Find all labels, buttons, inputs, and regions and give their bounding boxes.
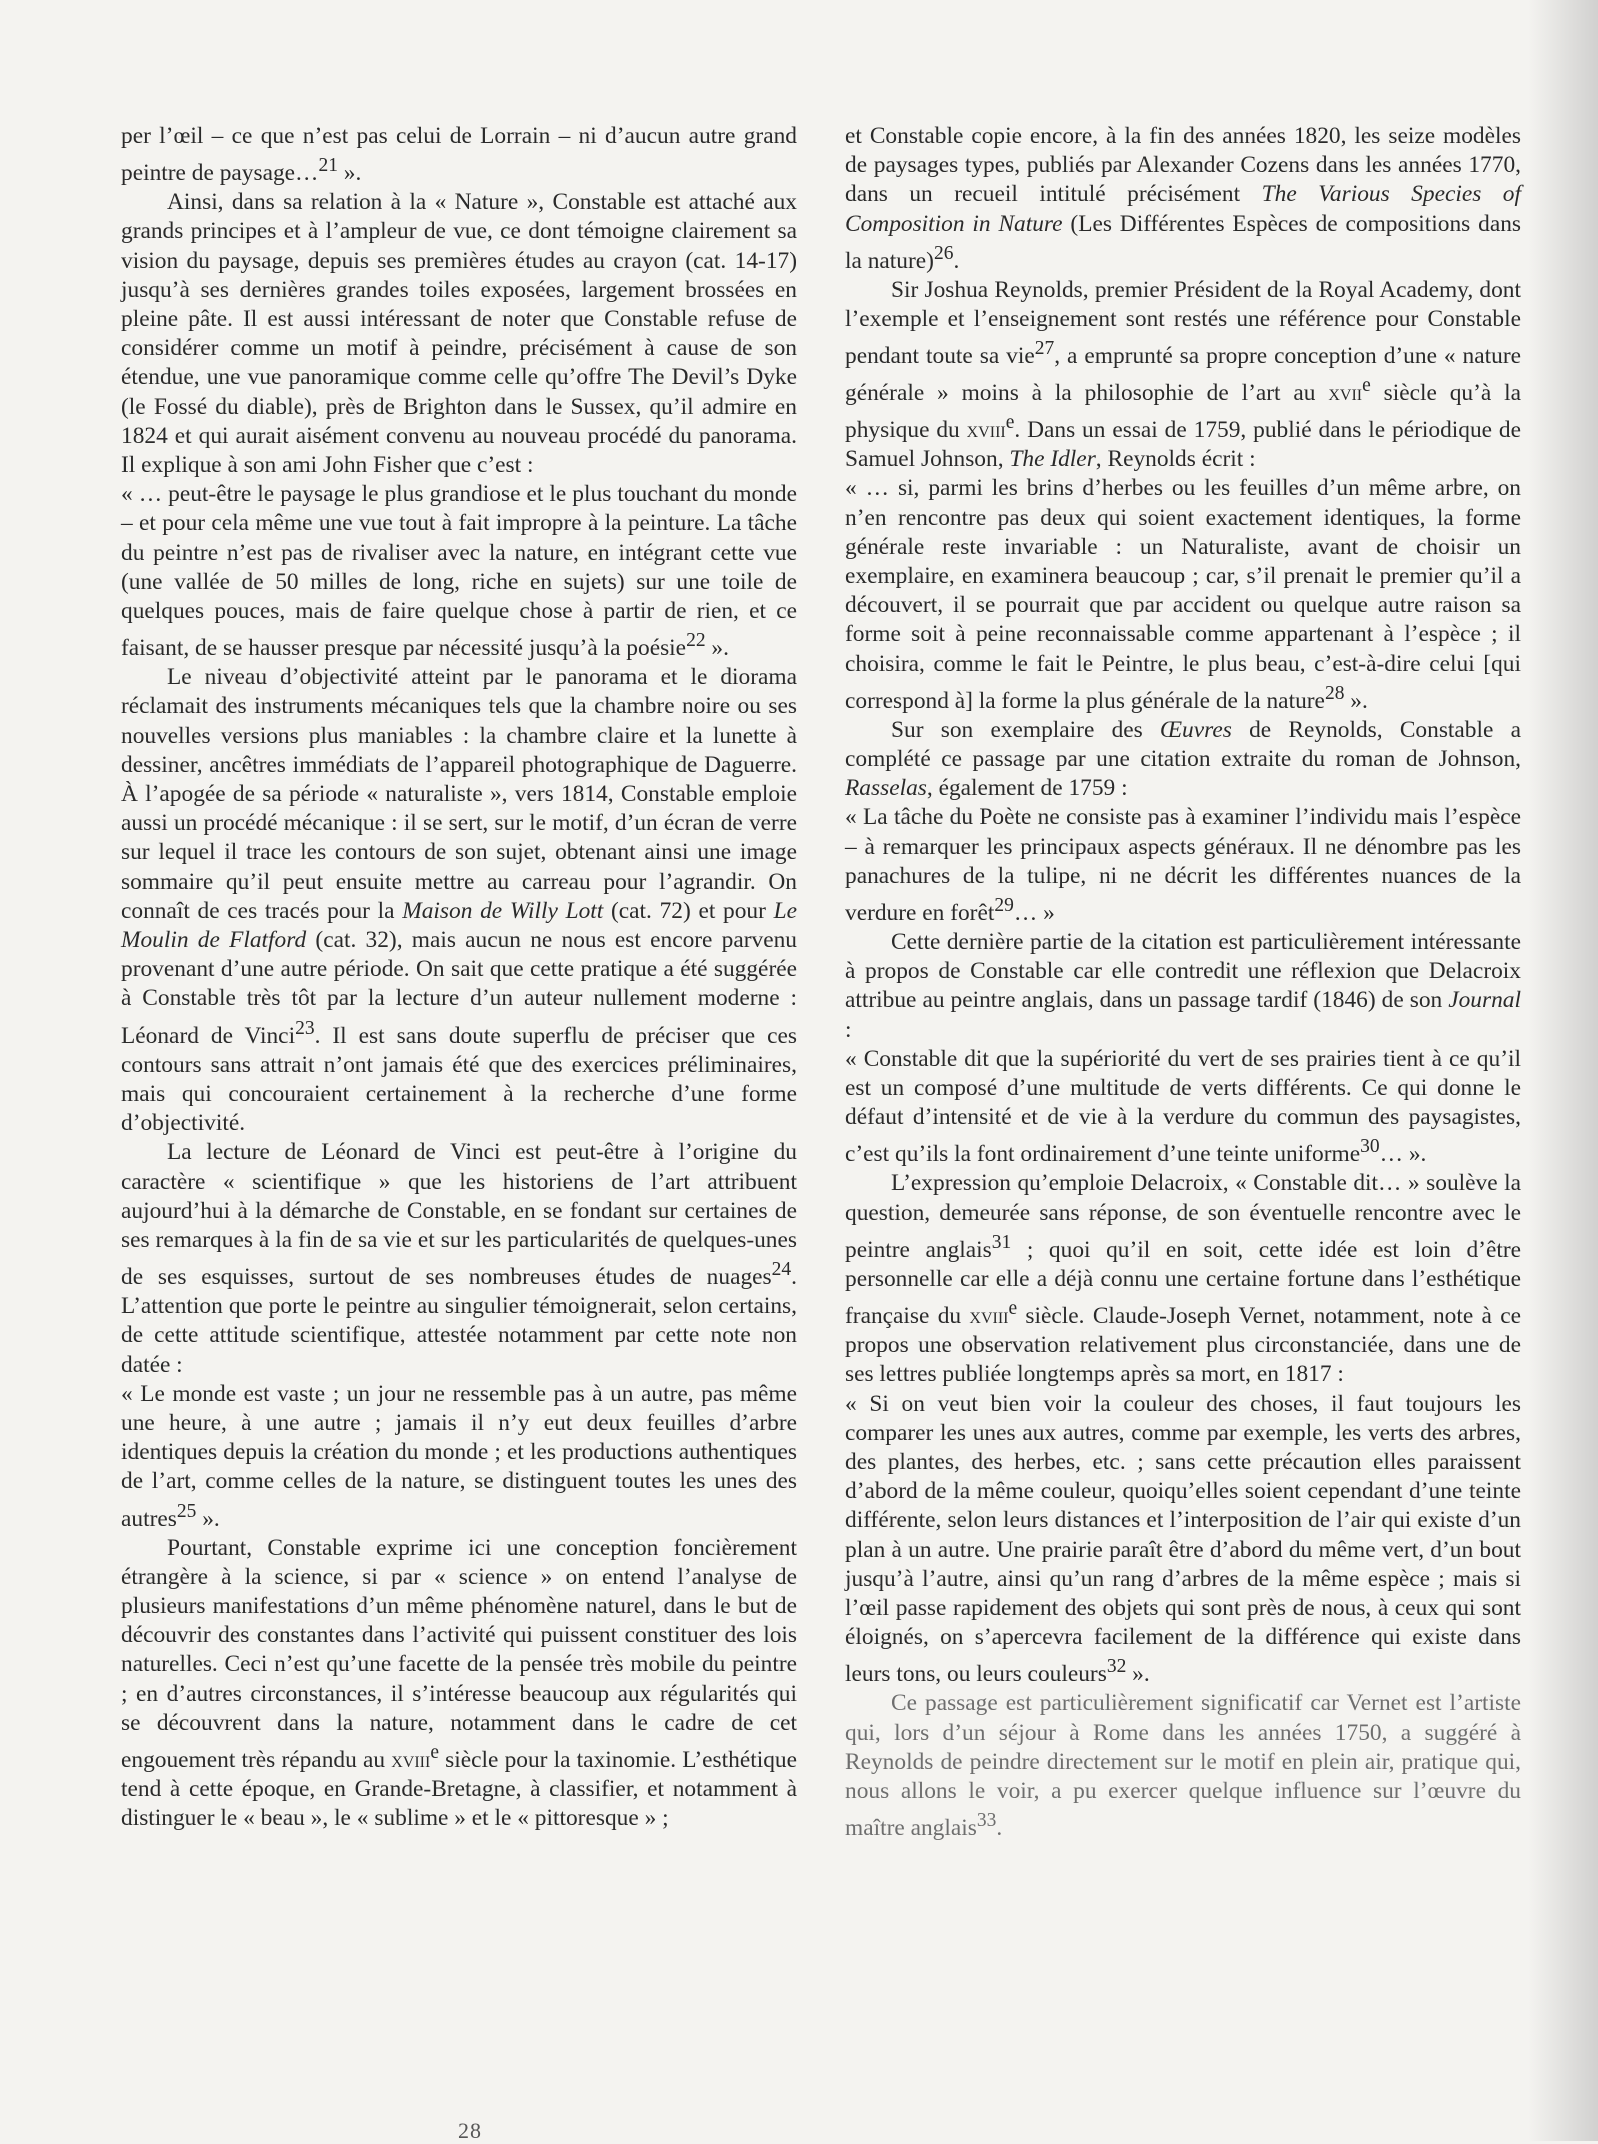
paragraph: « … si, parmi les brins d’herbes ou les feuilles d’un même arbre, on n’en rencontre pas deux qui soient exactement identiques, la forme générale reste invariable : un Naturaliste, avant de choisir un exemplaire, en examinera beaucoup ; car, s’il prenait le premier qu’il a découvert, il se pourrait que par accident ou quelque autre raison sa forme soit à peine reconnaissable comme appartenant à l’espèce ; il choisira, comme le fait le Peintre, le plus beau, c’est-à-dire celui [qui correspond à] la forme la plus générale de la nature$^{28}$ ». xyxy=(845,475,1521,714)
gutter-shadow xyxy=(1528,0,1598,2141)
paragraph: per l’œil – ce que n’est pas celui de Lorrain – ni d’aucun autre grand peintre de paysage…$^{21}$ ». xyxy=(121,123,797,186)
paragraph: « La tâche du Poète ne consiste pas à examiner l’individu mais l’espèce – à remarquer les principaux aspects généraux. Il ne dénombre pas les panachures de la tulipe, ni ne décrit les différentes nuances de la verdure en forêt$^{29}$… » xyxy=(845,804,1521,926)
paragraph: « Si on veut bien voir la couleur des choses, il faut toujours les comparer les unes aux autres, comme par exemple, les verts des arbres, des plantes, des herbes, etc. ; sans cette précaution elles paraissent d’abord de la même couleur, quoiqu’elles soient cependant d’une teinte différente, selon leurs distances et l’interposition de l’air qui existe d’un plan à un autre. Une prairie paraît être d’abord du même vert, d’un bout jusqu’à l’autre, ainsi qu’un rang d’arbres de la même espèce ; mais si l’œil passe rapidement des objets qui sont près de nous, à ceux qui sont éloignés, on s’apercevra facilement de la différence qui existe dans leurs tons, ou leurs couleurs$^{32}$ ». xyxy=(845,1390,1521,1688)
paragraph: Pourtant, Constable exprime ici une conception foncièrement étrangère à la science, si par « science » on entend l’analyse de plusieurs manifestations d’un même phénomène naturel, dans le but de découvrir des constantes dans l’activité qui puissent constituer des lois naturelles. Ceci n’est qu’une facette de la pensée très mobile du peintre ; en d’autres circonstances, il s’intéresse beaucoup aux régularités qui se découvrent dans la nature, notamment dans le cadre de cet engouement très répandu au xviii$^e$ siècle pour la taxinomie. L’esthétique tend à cette époque, en Grande-Bretagne, à classifier, et notamment à distinguer le « beau », le « sublime » et le « pittoresque » ; xyxy=(121,1534,798,1832)
paragraph: et Constable copie encore, à la fin des années 1820, les seize modèles de paysages types, publiés par Alexander Cozens dans les années 1770, dans un recueil intitulé précisément The Various Species of Composition in Nature (Les Différentes Espèces de compositions dans la nature)$^{26}$. xyxy=(845,123,1521,274)
right-column xyxy=(845,122,1521,1843)
paragraph: L’expression qu’emploie Delacroix, « Constable dit… » soulève la question, demeurée sans réponse, de son éventuelle rencontre avec le peintre anglais$^{31}$ ; quoi qu’il en soit, cette idée est loin d’être personnelle car elle a déjà connu une certaine fortune dans l’esthétique française du xviii$^e$ siècle. Claude-Joseph Vernet, notamment, note à ce propos une observation relativement plus circonstanciée, dans une de ses lettres publiée longtemps après sa mort, en 1817 : xyxy=(845,1170,1522,1388)
paragraph: « … peut-être le paysage le plus grandiose et le plus touchant du monde – et pour cela même une vue tout à fait impropre à la peinture. La tâche du peintre n’est pas de rivaliser avec la nature, en intégrant cette vue (une vallée de 50 milles de long, riche en sujets) sur une toile de quelques pouces, mais de faire quelque chose à partir de rien, et ce faisant, de se hausser presque par nécessité jusqu’à la poésie$^{22}$ ». xyxy=(121,481,797,662)
paragraph: Ainsi, dans sa relation à la « Nature », Constable est attaché aux grands principes et à l’ampleur de vue, ce dont témoigne clairement sa vision du paysage, depuis ses premières études au crayon (cat. 14-17) jusqu’à ses dernières grandes toiles exposées, largement brossées en pleine pâte. Il est aussi intéressant de noter que Constable refuse de considérer comme un motif à peindre, précisément à cause de son étendue, une vue panoramique comme celle qu’offre The Devil’s Dyke (le Fossé du diable), près de Brighton dans le Sussex, qu’il admire en 1824 et qui aurait aisément convenu au nouveau procédé du panorama. Il explique à son ami John Fisher que c’est : xyxy=(121,189,797,479)
paragraph: « Le monde est vaste ; un jour ne ressemble pas à un autre, pas même une heure, à une autre ; jamais il n’y eut deux feuilles d’arbre identiques depuis la création du monde ; et les productions authentiques de l’art, comme celles de la nature, se distinguent toutes les unes des autres$^{25}$ ». xyxy=(121,1380,797,1532)
page-number: 28 xyxy=(458,2118,482,2143)
left-column xyxy=(121,122,797,1833)
paragraph: Ce passage est particulièrement significatif car Vernet est l’artiste qui, lors d’un séjour à Rome dans les années 1750, a suggéré à Reynolds de peindre directement sur le motif en plein air, pratique qui, nous allons le voir, a pu exercer quelque influence sur l’œuvre du maître anglais$^{33}$. xyxy=(845,1690,1521,1841)
paragraph: Le niveau d’objectivité atteint par le panorama et le diorama réclamait des instruments mécaniques tels que la chambre noire ou ses nouvelles versions plus maniables : la chambre claire et la lunette à dessiner, ancêtres immédiats de l’appareil photographique de Daguerre. À l’apogée de sa période « naturaliste », vers 1814, Constable emploie aussi un procédé mécanique : il se sert, sur le motif, d’un écran de verre sur lequel il trace les contours de son sujet, obtenant ainsi une image sommaire qu’il peut ensuite mettre au carreau pour l’agrandir. On connaît de ces tracés pour la Maison de Willy Lott (cat. 72) et pour Le Moulin de Flatford (cat. 32), mais aucun ne nous est encore parvenu provenant d’une autre période. On sait que cette pratique a été suggérée à Constable très tôt par la lecture d’un auteur nullement moderne : Léonard de Vinci$^{23}$. Il est sans doute superflu de préciser que ces contours sans attrait n’ont jamais été que des exercices préliminaires, mais qui concouraient certainement à la recherche d’une forme d’objectivité. xyxy=(121,664,797,1137)
paragraph: Sur son exemplaire des Œuvres de Reynolds, Constable a complété ce passage par une citation extraite du roman de Johnson, Rasselas, également de 1759 : xyxy=(845,716,1521,802)
paragraph: « Constable dit que la supériorité du vert de ses prairies tient à ce qu’il est un composé d’une multitude de verts différents. Ce qui donne le défaut d’intensité et de vie à la verdure du commun des paysagistes, c’est qu’ils la font ordinairement d’une teinte uniforme$^{30}$… ». xyxy=(845,1045,1521,1168)
paragraph: Cette dernière partie de la citation est particulièrement intéressante à propos de Constable car elle contredit une réflexion que Delacroix attribue au peintre anglais, dans un passage tardif (1846) de son Journal : xyxy=(845,929,1521,1043)
paragraph: Sir Joshua Reynolds, premier Président de la Royal Academy, dont l’exemple et l’enseignement sont restés une référence pour Constable pendant toute sa vie$^{27}$, a emprunté sa propre conception d’une « nature générale » moins à la philosophie de l’art au xvii$^e$ siècle qu’à la physique du xviii$^e$. Dans un essai de 1759, publié dans le périodique de Samuel Johnson, The Idler, Reynolds écrit : xyxy=(845,276,1522,473)
paragraph: La lecture de Léonard de Vinci est peut-être à l’origine du caractère « scientifique » que les historiens de l’art attribuent aujourd’hui à la démarche de Constable, en se fondant sur certaines de ses remarques à la fin de sa vie et sur les particularités de quelques-unes de ses esquisses, surtout de ses nombreuses études de nuages$^{24}$. L’attention que porte le peintre au singulier témoignerait, selon certains, de cette attitude scientifique, attestée notamment par cette note non datée : xyxy=(121,1139,797,1378)
